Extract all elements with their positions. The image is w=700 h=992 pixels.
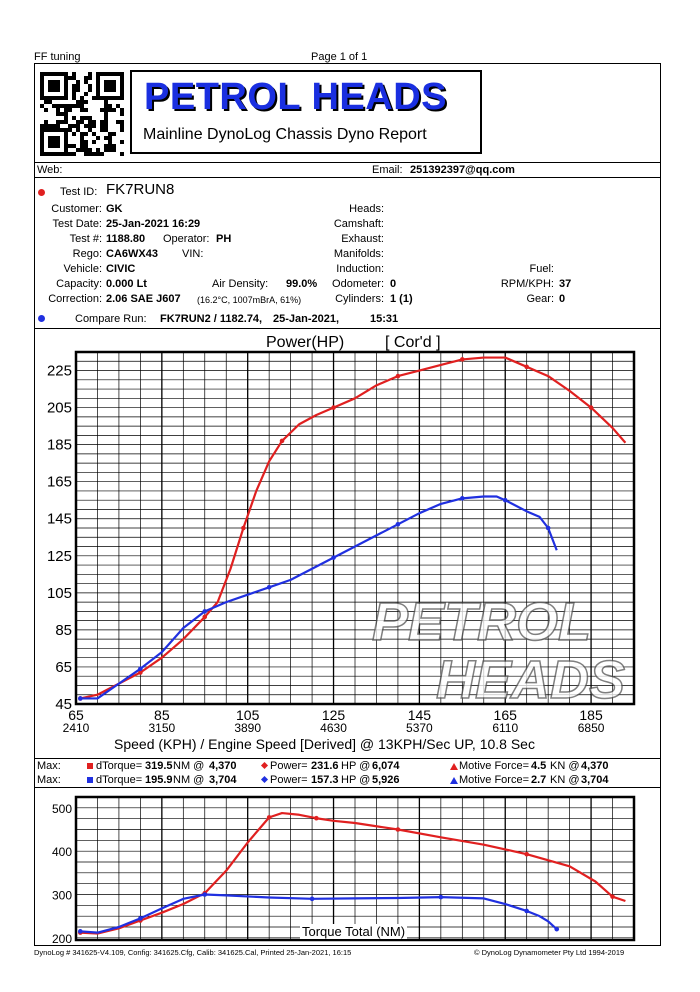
test-number-label: Test #: (69, 233, 102, 245)
footer-right: © DynoLog Dynamometer Pty Ltd 1994-2019 (474, 948, 625, 957)
data-point (546, 526, 551, 531)
footer-left: DynoLog # 341625-V4.109, Config: 341625.Cfg, Calib: 341625.Cal, Printed 25-Jan-2021, 16:15 (34, 948, 352, 957)
max-row-torque-rpm: 4,370 (209, 760, 237, 772)
rpm-kph-label: RPM/KPH: (500, 278, 554, 290)
max-row-torque-label: dTorque= (96, 774, 143, 786)
max-row-power-label: Power= (270, 774, 308, 786)
data-point (460, 496, 465, 501)
max-row-torque-unit: NM @ (173, 774, 205, 786)
x-tick-rpm-label: 5370 (406, 721, 433, 735)
y-tick-label: 165 (46, 473, 72, 491)
air-density-value: 99.0% (286, 278, 318, 290)
x-tick-label: 145 (407, 707, 432, 723)
max-row-power-rpm: 5,926 (372, 774, 400, 786)
capacity-label: Capacity: (56, 278, 102, 290)
max-row-force-value: 2.7 (531, 774, 547, 786)
rego-label: Rego: (72, 248, 102, 260)
max-row-power-unit: HP @ (341, 760, 371, 772)
max-row-force-label: Motive Force= (459, 774, 529, 786)
test-id-value: FK7RUN8 (106, 181, 175, 198)
data-point (241, 526, 246, 531)
rego-value: CA6WX43 (106, 248, 158, 260)
y-tick-label: 500 (51, 801, 72, 816)
max-row-triangle-marker-icon (450, 763, 458, 770)
max-row-force-value: 4.5 (531, 760, 547, 772)
cylinders-label: Cylinders: (335, 293, 384, 305)
x-tick-label: 85 (154, 707, 170, 723)
test-date-value: 25-Jan-2021 16:29 (106, 218, 201, 230)
y-tick-label: 45 (55, 696, 72, 713)
data-point (589, 405, 594, 410)
x-tick-rpm-label: 3150 (148, 721, 176, 735)
y-tick-label: 200 (51, 931, 72, 946)
y-tick-label: 125 (46, 547, 72, 565)
data-point (280, 439, 285, 444)
data-point (202, 615, 207, 620)
max-row-power-value: 157.3 (311, 774, 339, 786)
power-chart-title-suffix: [ Cor'd ] (385, 334, 441, 351)
x-tick-label: 165 (493, 707, 517, 723)
max-row-power-rpm: 6,074 (372, 760, 400, 772)
fuel-label: Fuel: (529, 263, 554, 275)
data-point (267, 815, 272, 820)
y-tick-label: 300 (51, 888, 72, 903)
max-row-max-label: Max: (37, 774, 61, 786)
camshaft-label: Camshaft: (333, 218, 384, 230)
x-tick-rpm-label: 6850 (577, 721, 605, 735)
operator-label: Operator: (163, 233, 210, 245)
data-point (396, 374, 401, 379)
torque-chart-title: Torque Total (NM) (302, 924, 406, 939)
correction-detail: (16.2°C, 1007mBrA, 61%) (197, 295, 302, 305)
odometer-value: 0 (390, 278, 397, 290)
header-left-label: FF tuning (34, 51, 81, 63)
data-point (524, 852, 529, 857)
data-point (314, 816, 319, 821)
max-row-force-label: Motive Force= (459, 760, 529, 772)
x-tick-label: 125 (321, 707, 346, 723)
y-tick-label: 105 (46, 584, 72, 602)
max-row-power-unit: HP @ (341, 774, 371, 786)
watermark-line2: HEADS (436, 650, 626, 710)
max-row-force-unit: KN @ (550, 760, 580, 772)
data-point (202, 609, 207, 614)
power-chart-xlabel: Speed (KPH) / Engine Speed [Derived] @ 13KPH/Sec UP, 10.8 Sec (114, 736, 535, 752)
y-tick-label: 145 (46, 510, 72, 528)
capacity-value: 0.000 Lt (106, 278, 147, 290)
max-row-force-rpm: 3,704 (581, 774, 609, 786)
x-tick-label: 105 (236, 707, 260, 723)
data-point (439, 895, 444, 900)
gear-value: 0 (559, 293, 566, 305)
correction-value: 2.06 SAE J607 (106, 293, 181, 305)
data-point (202, 892, 207, 897)
vehicle-label: Vehicle: (63, 263, 102, 275)
compare-run-time: 15:31 (370, 313, 399, 325)
email-value: 251392397@qq.com (410, 164, 515, 176)
max-row-torque-value: 319.5 (145, 760, 173, 772)
customer-value: GK (106, 203, 123, 215)
vin-label: VIN: (182, 248, 204, 260)
gear-label: Gear: (526, 293, 554, 305)
rpm-kph-value: 37 (559, 278, 572, 290)
x-tick-rpm-label: 3890 (234, 721, 262, 735)
brand-subtitle: Mainline DynoLog Chassis Dyno Report (143, 126, 427, 143)
data-point (78, 929, 83, 934)
web-label: Web: (37, 164, 63, 176)
x-tick-rpm-label: 4630 (320, 721, 347, 735)
manifolds-label: Manifolds: (333, 248, 384, 260)
y-tick-label: 65 (55, 658, 72, 676)
exhaust-label: Exhaust: (341, 233, 384, 245)
max-row-force-rpm: 4,370 (581, 760, 609, 772)
compare-run-date: 25-Jan-2021, (273, 313, 340, 325)
page-number: Page 1 of 1 (311, 51, 368, 63)
data-point (503, 498, 508, 503)
test-number-value: 1188.80 (106, 233, 146, 245)
max-row-torque-unit: NM @ (173, 760, 205, 772)
petrol-heads-watermark (372, 592, 625, 710)
cylinders-value: 1 (1) (390, 293, 413, 305)
data-point (310, 897, 315, 902)
email-label: Email: (372, 164, 403, 176)
data-point (554, 927, 559, 932)
brand-title: PETROL HEADS (144, 76, 448, 118)
data-point (331, 555, 336, 560)
max-row-torque-label: dTorque= (96, 760, 143, 772)
data-point (524, 365, 529, 370)
data-point (610, 894, 615, 899)
max-row-power-label: Power= (270, 760, 308, 772)
customer-label: Customer: (51, 203, 102, 215)
operator-value: PH (216, 233, 232, 245)
odometer-label: Odometer: (332, 278, 384, 290)
correction-label: Correction: (48, 293, 102, 305)
x-tick-rpm-label: 6110 (492, 721, 519, 735)
max-row-square-marker-icon (87, 763, 93, 769)
vehicle-value: CIVIC (106, 263, 136, 275)
y-tick-label: 225 (46, 362, 72, 380)
data-point (460, 357, 465, 362)
watermark-line1: PETROL (372, 592, 592, 652)
y-tick-label: 85 (55, 621, 72, 639)
power-chart-title: Power(HP) (266, 334, 345, 351)
data-point (396, 827, 401, 832)
data-point (396, 522, 401, 527)
max-row-triangle-marker-icon (450, 777, 458, 784)
data-point (138, 916, 143, 921)
induction-label: Induction: (336, 263, 384, 275)
data-point (524, 909, 529, 914)
test-id-label: Test ID: (60, 186, 98, 198)
heads-label: Heads: (349, 203, 384, 215)
x-tick-label: 185 (579, 707, 603, 723)
max-row-max-label: Max: (37, 760, 61, 772)
air-density-label: Air Density: (212, 278, 269, 290)
compare-run-value: FK7RUN2 / 1182.74, (160, 313, 263, 325)
data-point (331, 405, 336, 410)
max-row-torque-rpm: 3,704 (209, 774, 237, 786)
max-row-torque-value: 195.9 (145, 774, 173, 786)
x-tick-label: 65 (68, 707, 84, 723)
data-point (78, 696, 83, 701)
x-tick-rpm-label: 2410 (62, 721, 90, 735)
y-tick-label: 400 (51, 845, 72, 860)
data-point (267, 585, 272, 590)
y-tick-label: 185 (46, 436, 72, 454)
test-date-label: Test Date: (52, 218, 102, 230)
data-point (138, 667, 143, 672)
max-row-square-marker-icon (87, 777, 93, 783)
max-row-force-unit: KN @ (550, 774, 580, 786)
max-row-power-value: 231.6 (311, 760, 339, 772)
y-tick-label: 205 (46, 399, 72, 417)
compare-run-label: Compare Run: (75, 313, 147, 325)
